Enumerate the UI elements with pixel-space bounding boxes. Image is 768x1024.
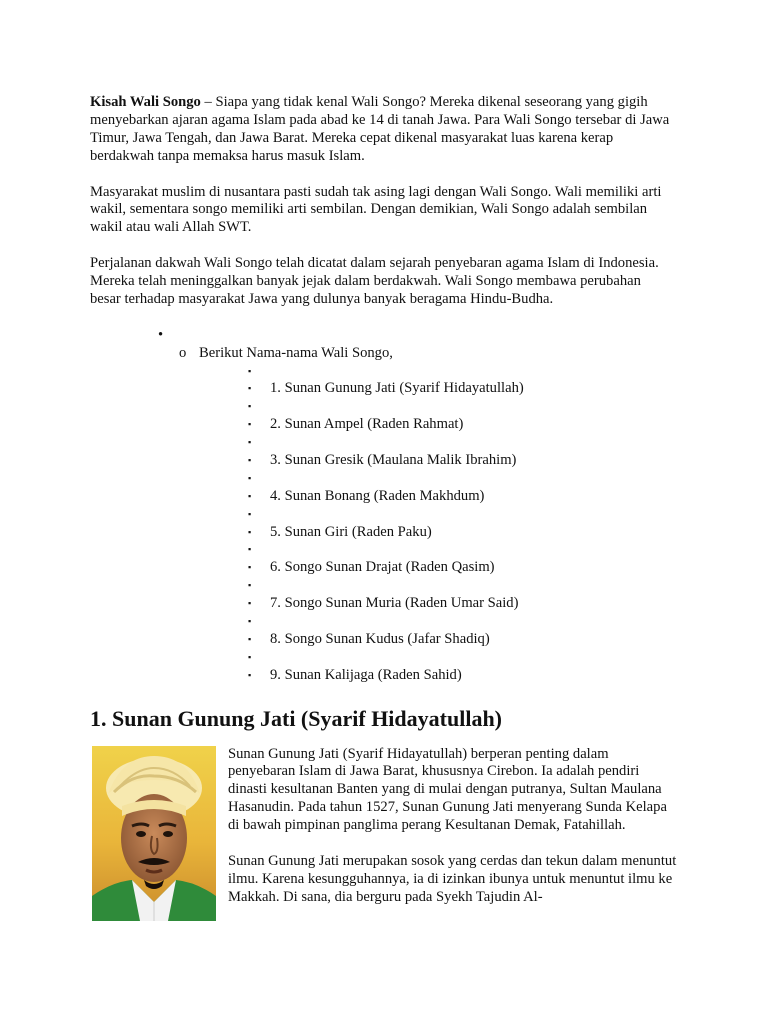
list-bullet: ▪ — [248, 490, 252, 501]
list-bullet: ▪ — [248, 437, 252, 448]
list-item — [248, 631, 675, 649]
document-page — [90, 94, 675, 907]
list-level3-empty-item — [248, 506, 675, 524]
list-item — [248, 667, 675, 685]
intro-paragraph-1-text: – Siapa yang tidak kenal Wali Songo? Mereka dikenal seseorang yang gigih menyebarkan ajaran agama Islam pada abad ke 14 di tanah Jawa. Para Wali Songo tersebar di Jawa Timur, Jawa Tengah, dan Jawa Barat. Mereka cepat dikenal masyarakat luas karena kerap berdakwah tanpa memaksa harus masuk Islam. — [90, 94, 670, 164]
intro-paragraph-1 — [90, 94, 675, 166]
section-title: 1. Sunan Gunung Jati (Syarif Hidayatullah) — [90, 705, 503, 731]
list-item-text: 9. Sunan Kalijaga (Raden Sahid) — [270, 666, 462, 683]
intro-bold-lead: Kisah Wali Songo — [90, 94, 201, 110]
list-bullet: ▪ — [248, 454, 252, 465]
list-bullet: ▪ — [248, 401, 252, 412]
list-item-text: 5. Sunan Giri (Raden Paku) — [270, 523, 432, 540]
list-level3-empty-item — [248, 398, 675, 416]
list-item-text: 7. Songo Sunan Muria (Raden Umar Said) — [270, 595, 519, 612]
list-heading-item — [179, 345, 675, 363]
list-item — [248, 416, 675, 434]
list-bullet: ▪ — [248, 508, 252, 519]
section-text — [228, 746, 678, 907]
portrait-illustration — [92, 746, 216, 921]
list-bullet: • — [158, 326, 164, 343]
portrait-image — [92, 746, 216, 921]
list-bullet: ▪ — [248, 365, 252, 376]
list-level3-empty-item — [248, 363, 675, 381]
list-item — [248, 380, 675, 398]
list-bullet: ▪ — [248, 633, 252, 644]
list-level3-empty-item — [248, 649, 675, 667]
list-bullet: ▪ — [248, 651, 252, 662]
list-level3-empty-item — [248, 434, 675, 452]
list-bullet: ▪ — [248, 544, 252, 555]
list-bullet: ▪ — [248, 419, 252, 430]
intro-paragraph-2: Masyarakat muslim di nusantara pasti sudah tak asing lagi dengan Wali Songo. Wali memiliki arti wakil, sementara songo memiliki arti sembilan. Dengan demikian, Wali Songo adalah sembilan wakil atau wali Allah SWT. — [90, 183, 662, 236]
list-bullet: o — [179, 344, 187, 361]
wali-songo-list — [90, 327, 675, 685]
list-level3-empty-item — [248, 541, 675, 559]
list-item — [248, 595, 675, 613]
list-item — [248, 488, 675, 506]
list-bullet: ▪ — [248, 383, 252, 394]
list-bullet: ▪ — [248, 598, 252, 609]
section-paragraph-1: Sunan Gunung Jati (Syarif Hidayatullah) berperan penting dalam penyebaran Islam di Jawa Barat, khususnya Cirebon. Ia adalah pendiri dinasti kesultanan Banten yang di mulai dengan putranya, Sultan Maulana Hasanudin. Pada tahun 1527, Sunan Gunung Jati menyerang Sunda Kelapa di bawah pimpinan panglima perang Kesultanan Demak, Fatahillah. — [228, 745, 667, 834]
section-paragraph-2: Sunan Gunung Jati merupakan sosok yang cerdas dan tekun dalam menuntut ilmu. Karena kesungguhannya, ia di izinkan ibunya untuk menuntut ilmu ke Makkah. Di sana, dia berguru pada Syekh Tajudin Al- — [228, 852, 677, 905]
list-bullet: ▪ — [248, 472, 252, 483]
list-item-text: 8. Songo Sunan Kudus (Jafar Shadiq) — [270, 630, 490, 647]
list-item-text: 4. Sunan Bonang (Raden Makhdum) — [270, 487, 485, 504]
list-item — [248, 524, 675, 542]
list-level3-empty-item — [248, 613, 675, 631]
list-item — [248, 559, 675, 577]
list-heading: Berikut Nama-nama Wali Songo, — [199, 344, 393, 361]
list-item — [248, 452, 675, 470]
intro-paragraph-3: Perjalanan dakwah Wali Songo telah dicatat dalam sejarah penyebaran agama Islam di Indonesia. Mereka telah meninggalkan banyak jejak dalam berdakwah. Wali Songo membawa perubahan besar terhadap masyarakat Jawa yang dulunya banyak beragama Hindu-Budha. — [90, 255, 659, 307]
list-bullet: ▪ — [248, 526, 252, 537]
list-items — [90, 363, 675, 685]
list-item-text: 6. Songo Sunan Drajat (Raden Qasim) — [270, 559, 495, 576]
list-level1-empty-item — [158, 327, 675, 345]
list-level3-empty-item — [248, 470, 675, 488]
list-item-text: 3. Sunan Gresik (Maulana Malik Ibrahim) — [270, 451, 517, 468]
list-bullet: ▪ — [248, 580, 252, 591]
list-bullet: ▪ — [248, 669, 252, 680]
section-body — [90, 746, 675, 907]
list-bullet: ▪ — [248, 562, 252, 573]
list-item-text: 1. Sunan Gunung Jati (Syarif Hidayatullah) — [270, 380, 524, 397]
list-bullet: ▪ — [248, 616, 252, 626]
list-item-text: 2. Sunan Ampel (Raden Rahmat) — [270, 416, 464, 433]
list-level3-empty-item — [248, 577, 675, 595]
